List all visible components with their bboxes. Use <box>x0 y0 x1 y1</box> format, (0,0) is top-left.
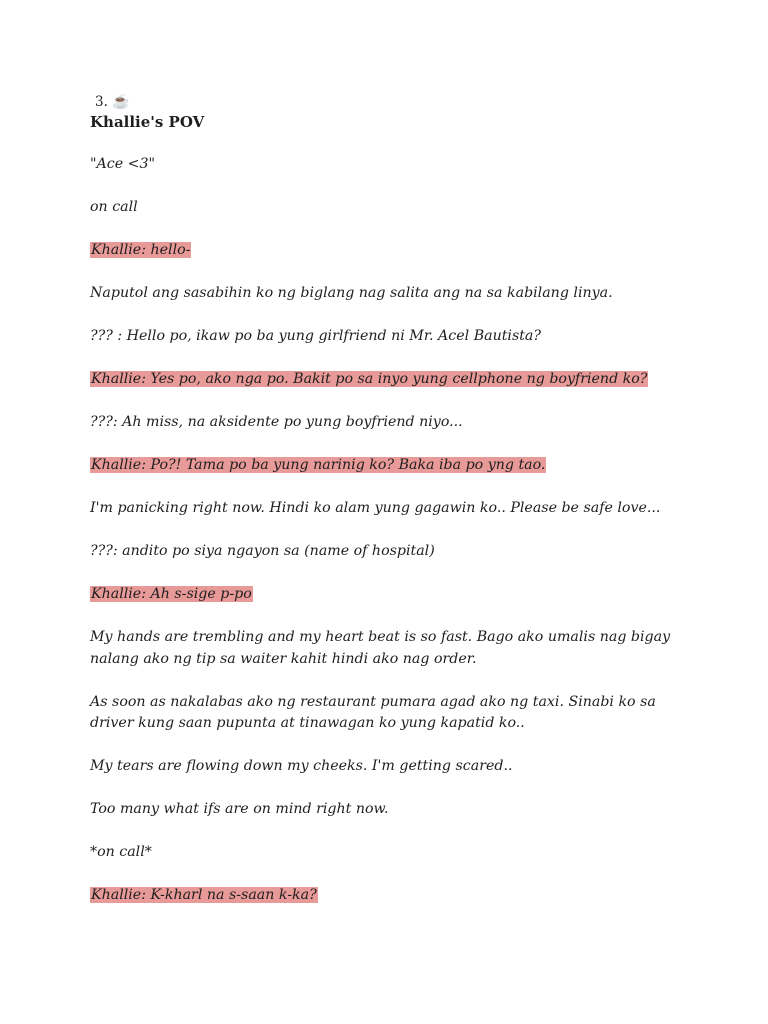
dialogue-line-highlighted <box>90 455 680 477</box>
line-text: *on call* <box>90 844 152 860</box>
story-page <box>90 92 680 928</box>
line-text: My hands are trembling and my heart beat is so fast. Bago ako umalis nag bigay nalang ako ng tip sa waiter kahit hindi ako nag order. <box>90 629 671 667</box>
story-line <box>90 627 680 670</box>
line-text: Khallie: K-kharl na s-saan k-ka? <box>91 887 317 903</box>
line-text: ??? : Hello po, ikaw po ba yung girlfriend ni Mr. Acel Bautista? <box>90 328 541 344</box>
line-text: I'm panicking right now. Hindi ko alam yung gagawin ko.. Please be safe love... <box>90 500 661 516</box>
line-text: ???: Ah miss, na aksidente po yung boyfriend niyo... <box>90 414 463 430</box>
line-text: Too many what ifs are on mind right now. <box>90 801 389 817</box>
line-text: Khallie: Ah s-sige p-po <box>91 586 252 602</box>
line-text: As soon as nakalabas ako ng restaurant pumara agad ako ng taxi. Sinabi ko sa driver kung saan pupunta at tinawagan ko yung kapatid ko.. <box>90 693 656 731</box>
dialogue-line-highlighted <box>90 240 680 262</box>
story-line <box>90 842 680 864</box>
line-text: Khallie: Po?! Tama po ba yung narinig ko? Baka iba po yng tao. <box>91 457 546 473</box>
story-line <box>90 756 680 778</box>
dialogue-line-highlighted <box>90 584 680 606</box>
line-text: ???: andito po siya ngayon sa (name of hospital) <box>90 543 435 559</box>
story-line <box>90 326 680 348</box>
dialogue-line-highlighted <box>90 885 680 907</box>
coffee-icon: ☕ <box>112 94 130 110</box>
chapter-number: 3. <box>95 94 108 110</box>
story-line <box>90 154 680 176</box>
story-body <box>90 154 680 907</box>
story-line <box>90 283 680 305</box>
story-line <box>90 541 680 563</box>
story-line <box>90 412 680 434</box>
line-text: "Ace <3" <box>90 156 156 172</box>
pov-title: Khallie's POV <box>90 113 205 131</box>
dialogue-line-highlighted <box>90 369 680 391</box>
line-text: Naputol ang sasabihin ko ng biglang nag salita ang na sa kabilang linya. <box>90 285 613 301</box>
chapter-heading <box>95 92 680 112</box>
line-text: My tears are flowing down my cheeks. I'm getting scared.. <box>90 758 513 774</box>
line-text: Khallie: Yes po, ako nga po. Bakit po sa inyo yung cellphone ng boyfriend ko? <box>91 371 648 387</box>
line-text: Khallie: hello- <box>91 242 191 258</box>
story-line <box>90 799 680 821</box>
story-line <box>90 197 680 219</box>
story-line <box>90 498 680 520</box>
story-line <box>90 692 680 735</box>
line-text: on call <box>90 199 138 215</box>
